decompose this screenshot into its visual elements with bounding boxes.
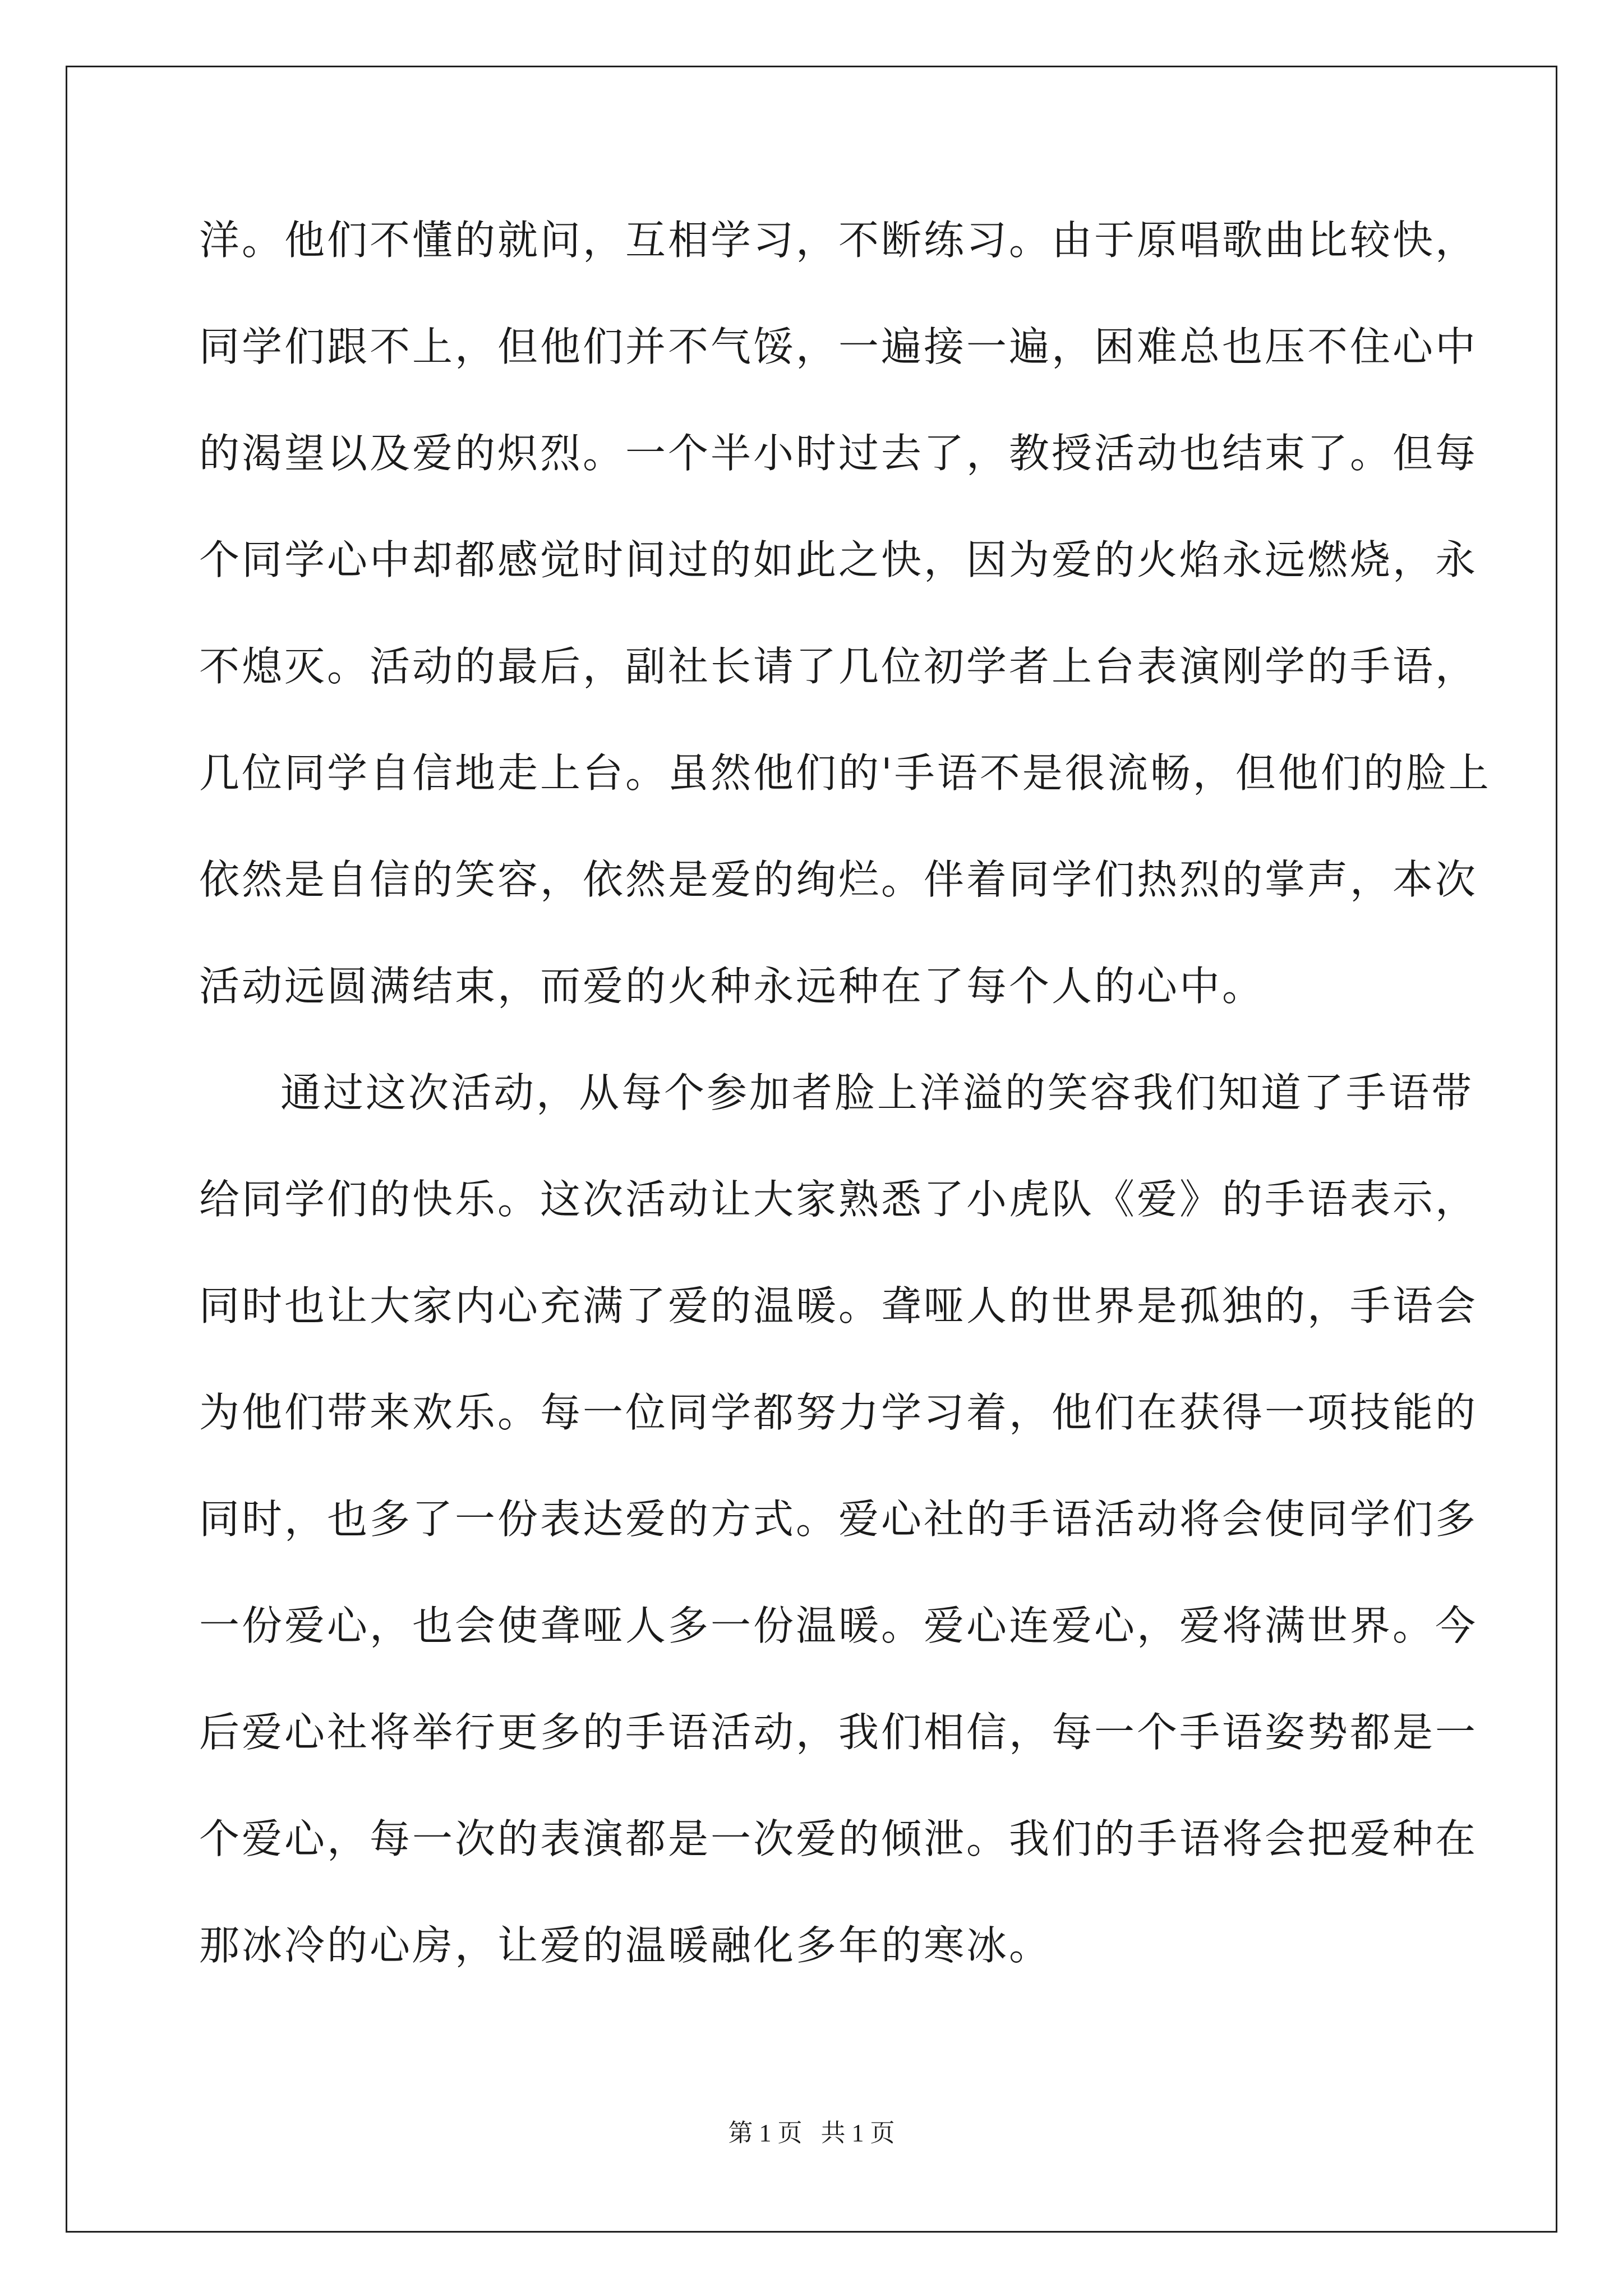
text-line-16: 个爱心，每一次的表演都是一次爱的倾泄。我们的手语将会把爱种在 [199,1815,1478,1862]
page-number-footer: 第 1 页 共 1 页 [728,2119,895,2147]
text-line-17: 那冰冷的心房，让爱的温暖融化多年的寒冰。 [199,1922,1052,1969]
text-line-13: 同时，也多了一份表达爱的方式。爱心社的手语活动将会使同学们多 [199,1496,1478,1543]
text-line-14: 一份爱心，也会使聋哑人多一份温暖。爱心连爱心，爱将满世界。今 [199,1602,1478,1649]
text-line-10: 给同学们的快乐。这次活动让大家熟悉了小虎队《爱》的手语表示， [199,1176,1478,1223]
text-line-3: 的渴望以及爱的炽烈。一个半小时过去了，教授活动也结束了。但每 [199,430,1478,477]
text-line-1: 洋。他们不懂的就问，互相学习，不断练习。由于原唱歌曲比较快， [199,217,1478,264]
text-line-15: 后爱心社将举行更多的手语活动，我们相信，每一个手语姿势都是一 [199,1709,1478,1756]
text-line-2: 同学们跟不上，但他们并不气馁，一遍接一遍，困难总也压不住心中 [199,323,1478,370]
text-line-4: 个同学心中却都感觉时间过的如此之快，因为爱的火焰永远燃烧，永 [199,536,1478,583]
text-line-6: 几位同学自信地走上台。虽然他们的'手语不是很流畅，但他们的脸上 [199,749,1491,797]
text-line-12: 为他们带来欢乐。每一位同学都努力学习着，他们在获得一项技能的 [199,1389,1478,1436]
text-line-9: 通过这次活动，从每个参加者脸上洋溢的笑容我们知道了手语带 [280,1069,1474,1116]
text-line-8: 活动远圆满结束，而爱的火种永远种在了每个人的心中。 [199,963,1265,1010]
text-line-7: 依然是自信的笑容，依然是爱的绚烂。伴着同学们热烈的掌声，本次 [199,856,1478,903]
page-border [66,66,1557,2233]
text-line-5: 不熄灭。活动的最后，副社长请了几位初学者上台表演刚学的手语， [199,643,1478,690]
text-line-11: 同时也让大家内心充满了爱的温暖。聋哑人的世界是孤独的，手语会 [199,1282,1478,1329]
